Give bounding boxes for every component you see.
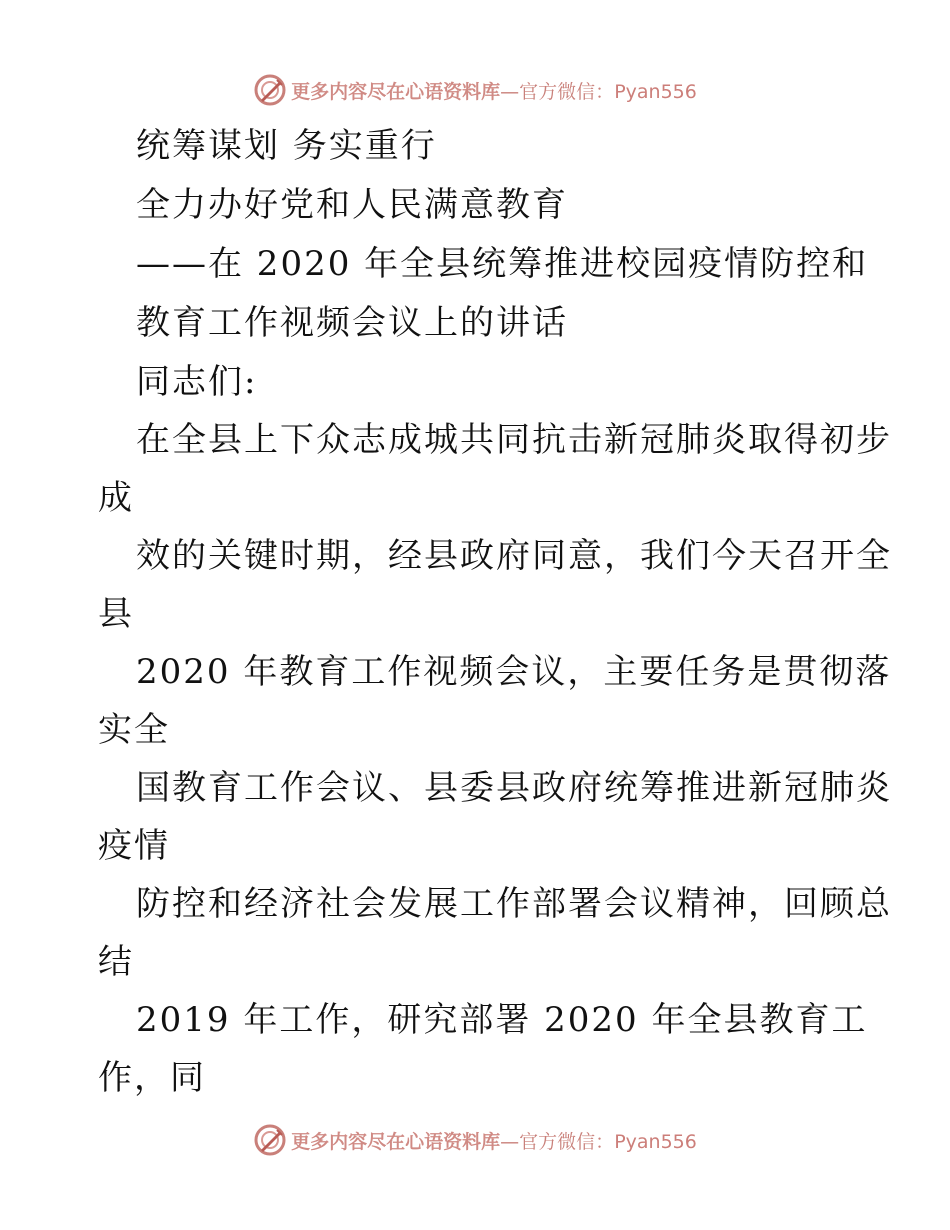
paragraph-line: 2019 年工作，研究部署 2020 年全县教育工 bbox=[136, 1000, 868, 1040]
paragraph-line: 县 bbox=[98, 594, 134, 634]
paragraph-line: 实全 bbox=[98, 710, 170, 750]
pen-logo-icon bbox=[253, 1123, 287, 1157]
watermark-main-text: 更多内容尽在心语资料库 bbox=[291, 80, 501, 103]
document-subtitle-line: 教育工作视频会议上的讲话 bbox=[136, 303, 568, 343]
pen-logo-icon bbox=[253, 73, 287, 107]
paragraph-line: 在全县上下众志成城共同抗击新冠肺炎取得初步 bbox=[136, 420, 892, 460]
paragraph-line: 作，同 bbox=[98, 1058, 206, 1098]
paragraph-line: 成 bbox=[98, 478, 134, 518]
footer-watermark bbox=[0, 1122, 950, 1158]
paragraph-line: 结 bbox=[98, 942, 134, 982]
watermark-official-label: 官方微信： bbox=[519, 1130, 615, 1153]
watermark-wechat-id: Pyan556 bbox=[614, 80, 697, 103]
watermark-official-label: 官方微信： bbox=[519, 80, 615, 103]
header-watermark bbox=[0, 72, 950, 108]
document-subtitle: 全力办好党和人民满意教育 bbox=[136, 185, 568, 225]
watermark-separator: — bbox=[500, 80, 520, 103]
watermark-separator: — bbox=[500, 1130, 520, 1153]
paragraph-line: 防控和经济社会发展工作部署会议精神，回顾总 bbox=[136, 884, 892, 924]
paragraph-line: 国教育工作会议、县委县政府统筹推进新冠肺炎 bbox=[136, 768, 892, 808]
paragraph-line: 2020 年教育工作视频会议，主要任务是贯彻落 bbox=[136, 652, 892, 692]
document-subtitle-line: ——在 2020 年全县统筹推进校园疫情防控和 bbox=[136, 244, 869, 284]
paragraph-line: 疫情 bbox=[98, 826, 170, 866]
watermark-wechat-id: Pyan556 bbox=[614, 1130, 697, 1153]
paragraph-line: 效的关键时期，经县政府同意，我们今天召开全 bbox=[136, 536, 892, 576]
document-title: 统筹谋划 务实重行 bbox=[136, 126, 437, 166]
salutation: 同志们: bbox=[136, 362, 258, 402]
watermark-main-text: 更多内容尽在心语资料库 bbox=[291, 1130, 501, 1153]
